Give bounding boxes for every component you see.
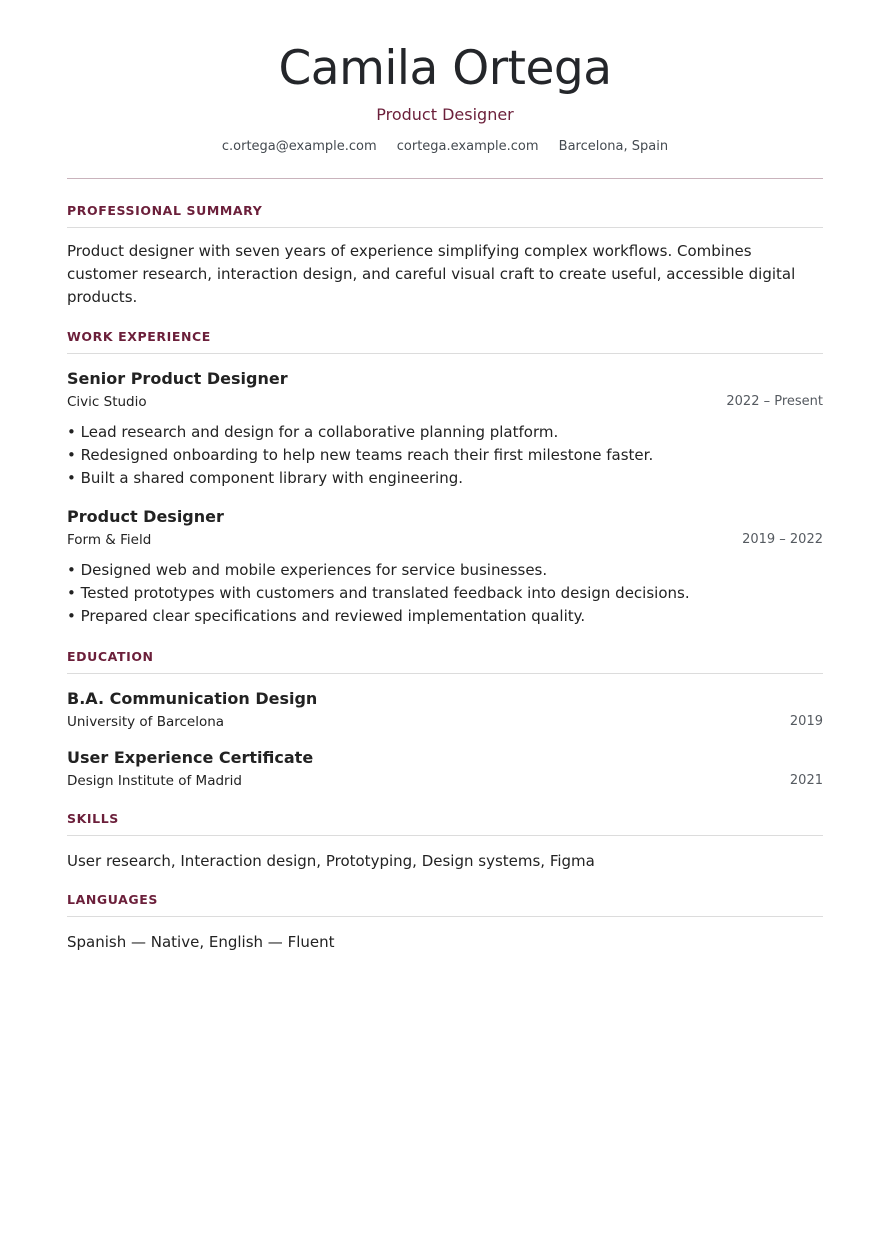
section-title-summary: PROFESSIONAL SUMMARY	[67, 203, 823, 228]
header-divider	[67, 178, 823, 179]
job-dates: 2019 – 2022	[742, 532, 823, 547]
education-degree: User Experience Certificate	[67, 748, 314, 767]
education-year: 2019	[789, 714, 823, 729]
section-skills	[67, 811, 823, 871]
contact-email[interactable]: c.ortega@example.com	[221, 139, 377, 154]
section-title-education: EDUCATION	[67, 649, 823, 674]
candidate-name: Camila Ortega	[278, 41, 612, 96]
education-meta	[67, 713, 823, 731]
job-title: Product Designer	[67, 507, 224, 526]
job-company: Form & Field	[67, 532, 152, 548]
section-languages	[67, 892, 823, 952]
job-bullet: • Built a shared component library with engineering.	[67, 469, 463, 487]
job-bullet: • Prepared clear specifications and reviewed implementation quality.	[67, 607, 586, 625]
languages-text: Spanish — Native, English — Fluent	[67, 933, 335, 951]
job-bullet: • Lead research and design for a collaborative planning platform.	[67, 423, 559, 441]
section-title-skills: SKILLS	[67, 811, 823, 836]
job-bullets	[67, 559, 823, 628]
education-degree: B.A. Communication Design	[67, 689, 318, 708]
job-bullets	[67, 421, 823, 490]
job-company: Civic Studio	[67, 394, 147, 410]
contact-line	[67, 139, 823, 155]
section-experience	[67, 329, 823, 628]
job-title: Senior Product Designer	[67, 369, 288, 388]
section-title-languages: LANGUAGES	[67, 892, 823, 917]
education-school: University of Barcelona	[67, 714, 225, 730]
job-bullet: • Tested prototypes with customers and translated feedback into design decisions.	[67, 584, 690, 602]
job-bullet: • Redesigned onboarding to help new teams reach their first milestone faster.	[67, 446, 654, 464]
section-summary	[67, 203, 823, 309]
candidate-role: Product Designer	[376, 105, 514, 124]
job-meta	[67, 393, 823, 411]
education-meta	[67, 772, 823, 790]
contact-location: Barcelona, Spain	[558, 139, 669, 154]
skills-text: User research, Interaction design, Prototyping, Design systems, Figma	[67, 852, 595, 870]
education-year: 2021	[789, 773, 823, 788]
resume-header	[67, 0, 823, 179]
education-entry	[67, 689, 823, 731]
section-title-experience: WORK EXPERIENCE	[67, 329, 823, 354]
job-entry	[67, 507, 823, 628]
job-meta	[67, 531, 823, 549]
education-school: Design Institute of Madrid	[67, 773, 242, 789]
job-dates: 2022 – Present	[726, 394, 823, 409]
education-entry	[67, 748, 823, 790]
summary-text: Product designer with seven years of experience simplifying complex workflows. Combines customer research, interaction design, and careful visual craft to create useful, accessible digital products.	[67, 242, 796, 306]
contact-website[interactable]: cortega.example.com	[396, 139, 539, 154]
section-education	[67, 649, 823, 790]
job-entry	[67, 369, 823, 490]
job-bullet: • Designed web and mobile experiences for service businesses.	[67, 561, 548, 579]
